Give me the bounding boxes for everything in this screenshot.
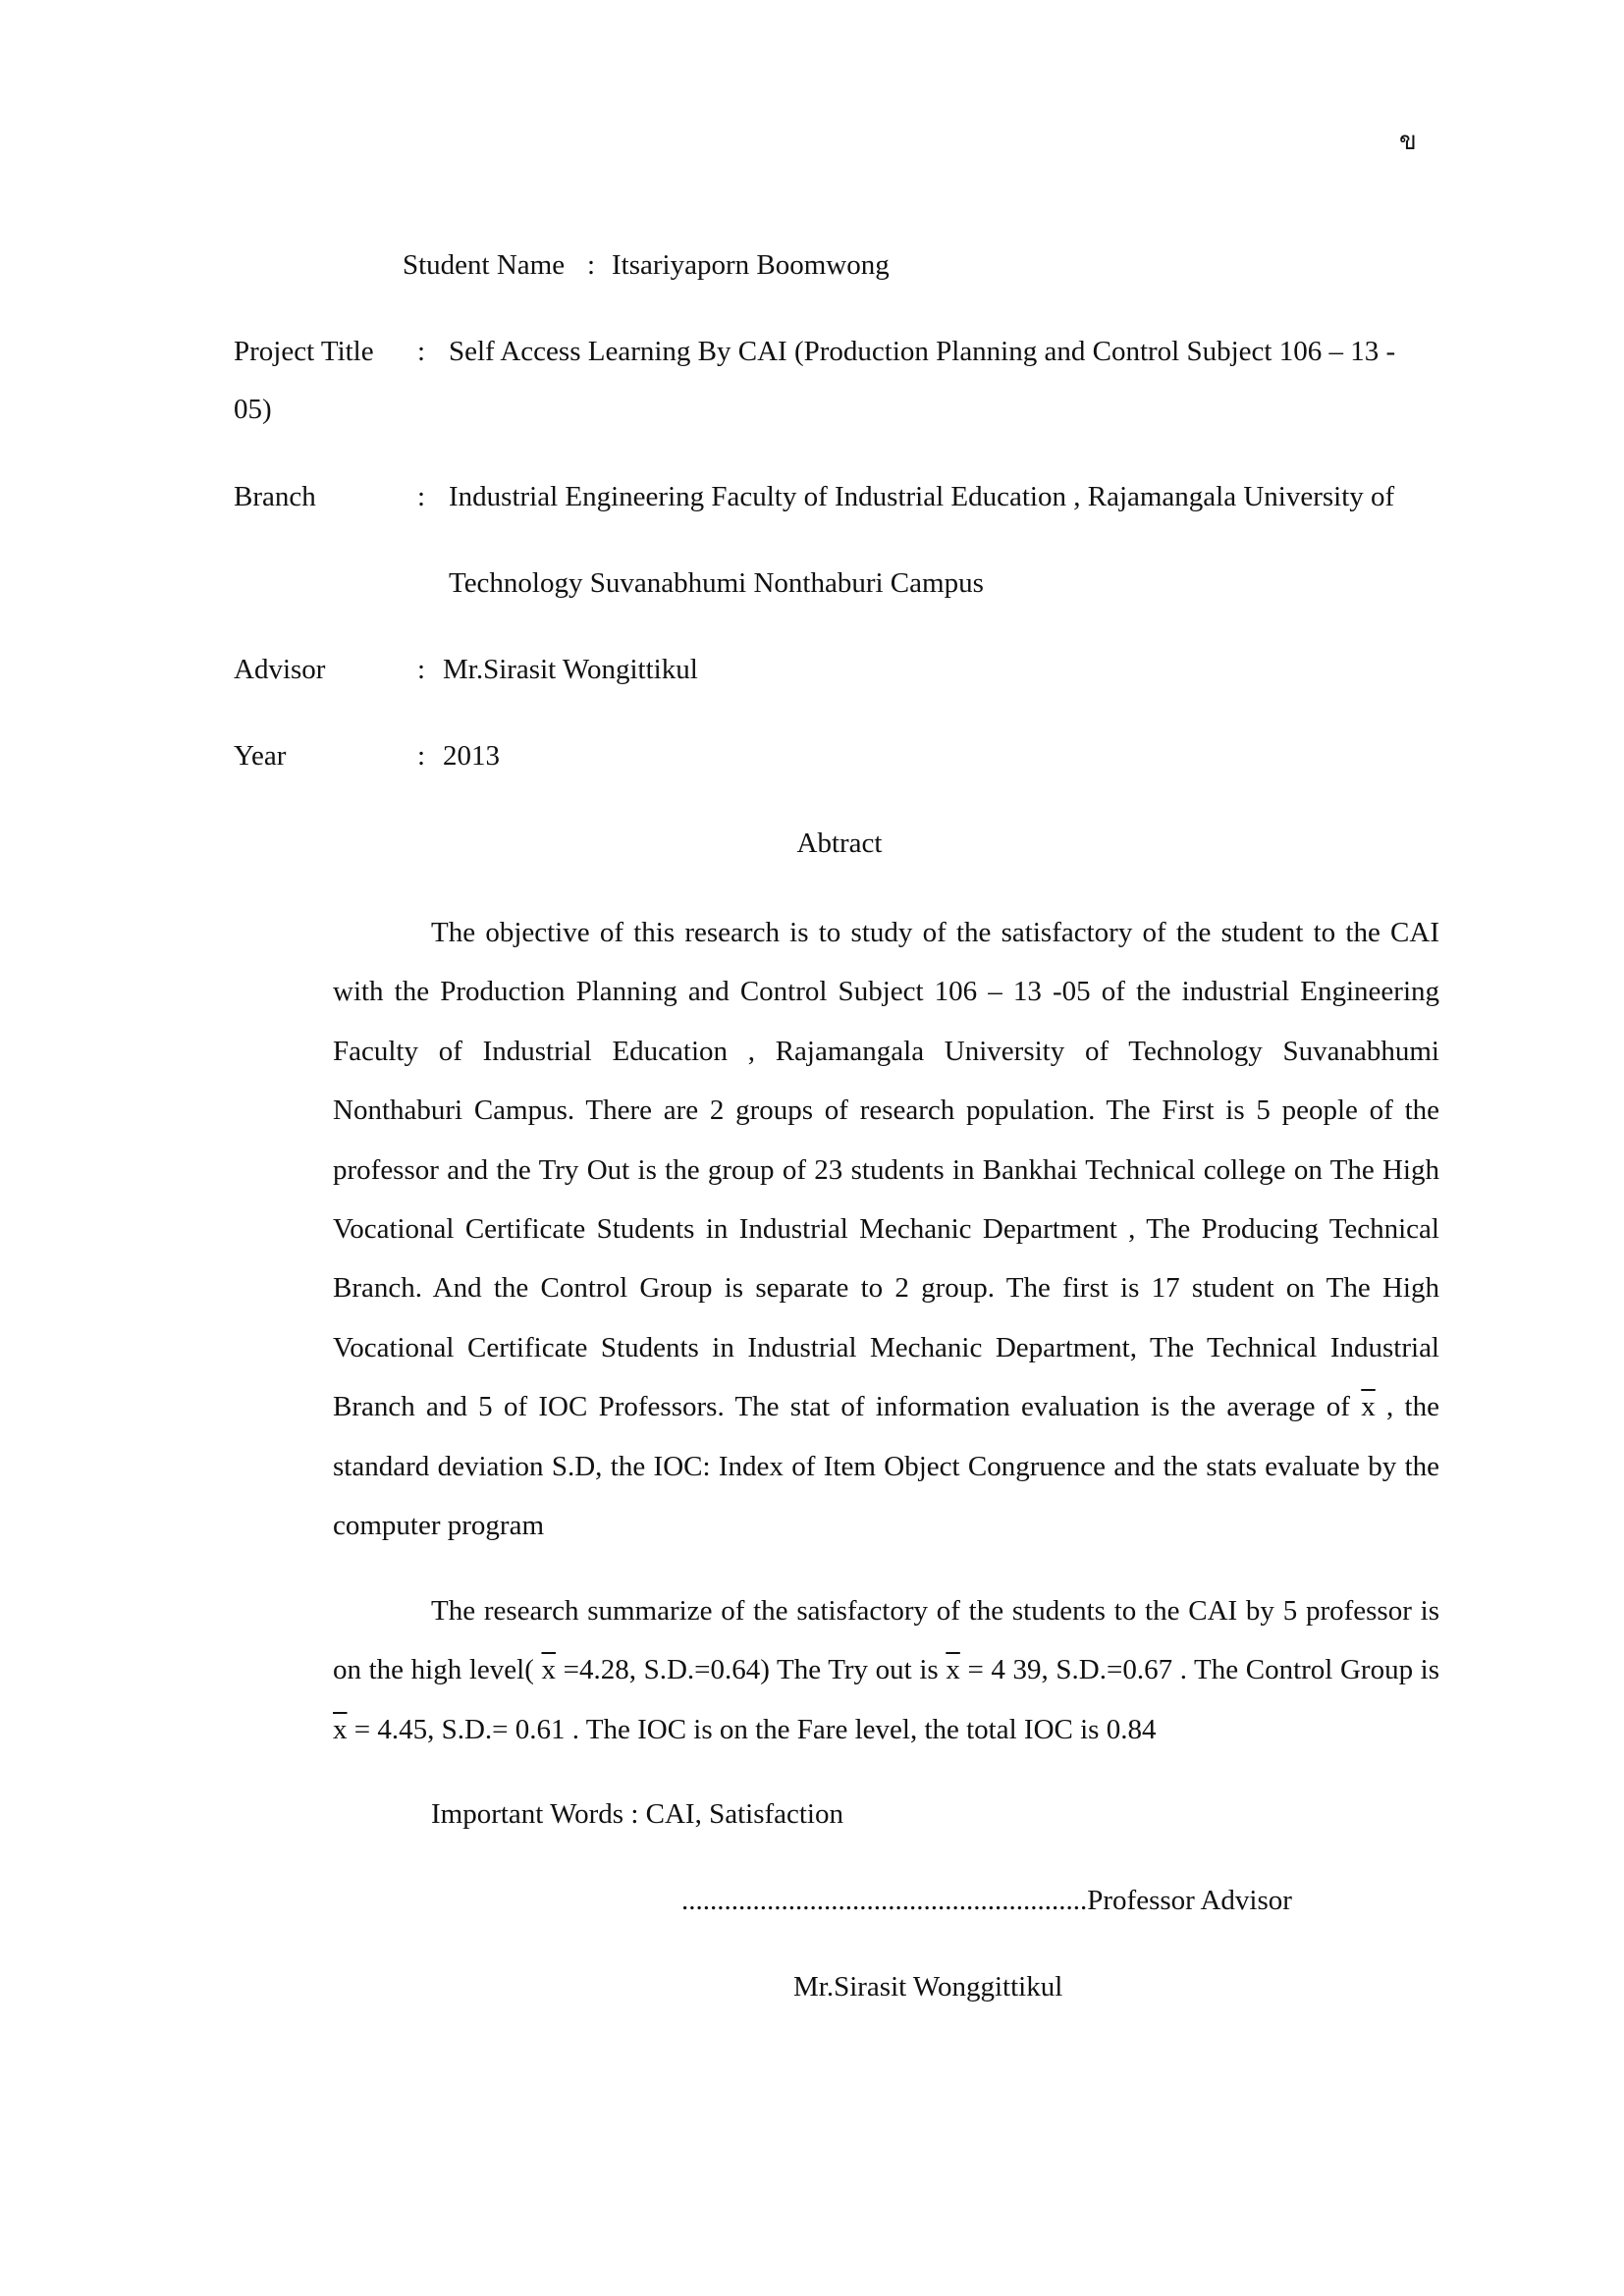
signature-name: Mr.Sirasit Wonggittikul — [793, 1971, 1063, 2002]
branch-label: Branch — [234, 481, 316, 512]
student-name-colon: : — [587, 249, 596, 281]
mean-symbol: $\overline{x}$ — [541, 1654, 556, 1686]
signature-line: .........................................................Professor Advisor — [681, 1885, 1292, 1916]
abstract-paragraph-2 — [333, 1581, 1439, 1759]
abstract-paragraph-2-text: =4.28, S.D.=0.64) The Try out is — [563, 1654, 939, 1686]
branch-colon: : — [417, 481, 426, 512]
abstract-paragraph-1 — [333, 903, 1439, 1555]
mean-symbol: $\overline{x}$ — [946, 1654, 960, 1686]
project-title-value-line2: 05) — [234, 394, 272, 425]
advisor-value: Mr.Sirasit Wongittikul — [443, 654, 698, 685]
branch-value-line2: Technology Suvanabhumi Nonthaburi Campus — [449, 567, 984, 599]
year-value: 2013 — [443, 740, 500, 772]
year-label: Year — [234, 740, 287, 772]
project-title-label: Project Title — [234, 336, 374, 367]
year-colon: : — [417, 740, 426, 772]
student-name-value: Itsariyaporn Boomwong — [612, 249, 890, 281]
project-title-value-line1: Self Access Learning By CAI (Production Planning and Control Subject 106 – 13 - — [449, 336, 1396, 367]
project-title-colon: : — [417, 336, 426, 367]
mean-symbol: $\overline{x}$ — [1361, 1391, 1376, 1423]
advisor-colon: : — [417, 654, 426, 685]
abstract-heading: Abtract — [796, 828, 883, 859]
advisor-label: Advisor — [234, 654, 326, 685]
page-number: ข — [1399, 127, 1417, 155]
abstract-paragraph-2-text: = 4 39, S.D.=0.67 . The Control Group is — [967, 1654, 1440, 1686]
abstract-paragraph-1-text-end: , the standard deviation S.D, the IOC: Index of Item Object Congruence and the stats evaluate by the computer program — [333, 1391, 1439, 1542]
abstract-paragraph-1-text: The objective of this research is to study of the satisfactory of the student to the CAI with the Production Planning and Control Subject 106 – 13 -05 of the industrial Engineering Faculty of Industrial Education , Rajamangala University of Technology Suvanabhumi Nonthaburi Campus. There are 2 groups of research population. The First is 5 people of the professor and the Try Out is the group of 23 students in Bankhai Technical college on The High Vocational Certificate Students in Industrial Mechanic Department , The Producing Technical Branch. And the Control Group is separate to 2 group. The first is 17 student on The High Vocational Certificate Students in Industrial Mechanic Department, The Technical Industrial Branch and 5 of IOC Professors. The stat of information evaluation is the average of — [333, 917, 1439, 1423]
keywords: Important Words : CAI, Satisfaction — [431, 1798, 843, 1830]
abstract-paragraph-2-text: The research summarize of the satisfactory of the students to the CAI by 5 professor is on the high level( — [333, 1595, 1439, 1686]
abstract-paragraph-2-text-end: = 4.45, S.D.= 0.61 . The IOC is on the Fare level, the total IOC is 0.84 — [353, 1713, 1157, 1745]
student-name-label: Student Name — [403, 249, 566, 281]
mean-symbol: $\overline{x}$ — [333, 1713, 348, 1745]
branch-value-line1: Industrial Engineering Faculty of Industrial Education , Rajamangala University of — [449, 481, 1395, 512]
